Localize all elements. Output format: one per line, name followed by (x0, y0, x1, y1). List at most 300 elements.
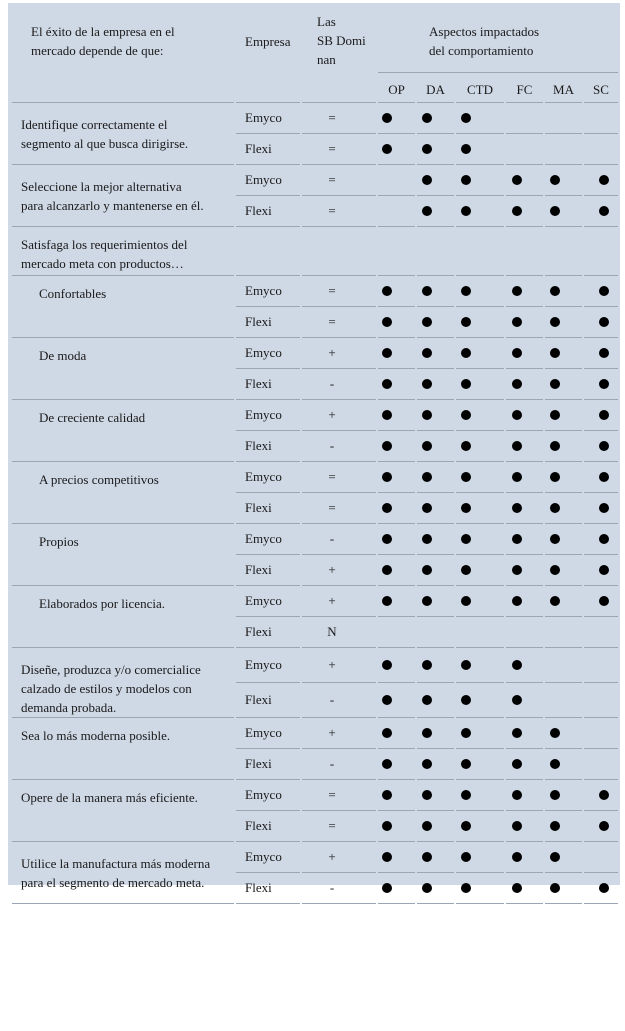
table-rule (456, 195, 504, 196)
table-rule (236, 337, 300, 338)
group-label: Identifique correctamente el (21, 117, 168, 132)
company-name: Flexi (245, 756, 272, 771)
table-rule (545, 102, 582, 103)
table-rule (417, 368, 454, 369)
group-label: De moda (39, 348, 87, 363)
sb-value: - (329, 438, 335, 453)
table-rule (545, 226, 582, 227)
impact-dot-ctd (461, 883, 471, 893)
table-rule (417, 748, 454, 749)
table-rule (302, 102, 376, 103)
table-rule (378, 399, 415, 400)
impact-dot-ctd (461, 695, 471, 705)
table-rule (378, 306, 415, 307)
table-rule (417, 682, 454, 683)
table-rule (302, 872, 376, 873)
impact-dot-ma (550, 317, 560, 327)
table-rule (236, 717, 300, 718)
table-rule (417, 779, 454, 780)
table-rule (584, 616, 618, 617)
impact-dot-op (382, 728, 392, 738)
table-rule (236, 102, 300, 103)
impact-dot-sc (599, 348, 609, 358)
impact-dot-op (382, 596, 392, 606)
table-rule (456, 164, 504, 165)
table-rule (545, 133, 582, 134)
impact-dot-ma (550, 534, 560, 544)
impact-dot-fc (512, 175, 522, 185)
table-rule (378, 492, 415, 493)
table-rule (545, 585, 582, 586)
table-rule (584, 102, 618, 103)
table-rule (378, 585, 415, 586)
group-label: segmento al que busca dirigirse. (21, 136, 189, 151)
impact-dot-da (422, 534, 432, 544)
table-rule (236, 430, 300, 431)
impact-dot-sc (599, 596, 609, 606)
impact-dot-ctd (461, 728, 471, 738)
table-rule (236, 461, 300, 462)
table-rule (236, 810, 300, 811)
table-rule (302, 195, 376, 196)
sb-value: - (329, 756, 335, 771)
table-rule (302, 306, 376, 307)
table-rule (378, 164, 415, 165)
impact-dot-op (382, 113, 392, 123)
company-name: Flexi (245, 624, 272, 639)
table-rule (378, 682, 415, 683)
group-label: Opere de la manera más eficiente. (21, 790, 198, 805)
table-rule (12, 841, 234, 842)
impact-dot-sc (599, 410, 609, 420)
impact-dot-da (422, 660, 432, 670)
impact-dot-ma (550, 410, 560, 420)
table-rule (506, 492, 543, 493)
table-rule (417, 102, 454, 103)
table-rule (302, 492, 376, 493)
impact-dot-fc (512, 286, 522, 296)
impact-dot-fc (512, 821, 522, 831)
table-rule (545, 841, 582, 842)
table-rule (506, 554, 543, 555)
table-rule (417, 275, 454, 276)
table-rule (545, 399, 582, 400)
table-rule (545, 554, 582, 555)
table-rule (12, 337, 234, 338)
header-sb-line3: nan (317, 52, 336, 67)
impact-dot-ctd (461, 596, 471, 606)
table-rule (545, 903, 582, 904)
table-rule (584, 647, 618, 648)
table-rule (506, 399, 543, 400)
group-label: Utilice la manufactura más moderna (21, 856, 211, 871)
table-rule (12, 585, 234, 586)
table-rule (378, 368, 415, 369)
table-rule (12, 275, 234, 276)
sb-value: = (328, 110, 336, 125)
sb-value: = (328, 172, 336, 187)
sb-value: + (328, 725, 336, 740)
impact-dot-op (382, 144, 392, 154)
table-rule (417, 306, 454, 307)
table-rule (236, 523, 300, 524)
impact-dot-op (382, 348, 392, 358)
impact-dot-sc (599, 790, 609, 800)
impact-dot-ma (550, 472, 560, 482)
table-rule (302, 554, 376, 555)
header-aspects-line2: del comportamiento (429, 43, 534, 58)
table-rule (417, 616, 454, 617)
sb-value: = (328, 283, 336, 298)
table-rule (12, 164, 234, 165)
table-rule (506, 748, 543, 749)
company-name: Emyco (245, 593, 282, 608)
table-rule (417, 164, 454, 165)
table-rule (545, 872, 582, 873)
table-rule (584, 810, 618, 811)
company-name: Emyco (245, 849, 282, 864)
company-name: Flexi (245, 880, 272, 895)
table-rule (12, 461, 234, 462)
sb-value: - (329, 376, 335, 391)
table-rule (545, 430, 582, 431)
table-rule (506, 133, 543, 134)
header-condition-line2: mercado depende de que: (31, 43, 164, 58)
table-rule (302, 523, 376, 524)
table-rule (378, 717, 415, 718)
table-rule (506, 102, 543, 103)
table-rule (506, 523, 543, 524)
table-rule (506, 275, 543, 276)
impact-dot-da (422, 441, 432, 451)
table-rule (236, 226, 300, 227)
impact-dot-ma (550, 790, 560, 800)
table-rule (545, 810, 582, 811)
impact-dot-ma (550, 728, 560, 738)
impact-dot-ma (550, 503, 560, 513)
table-rule (12, 717, 234, 718)
table-rule (584, 779, 618, 780)
table-rule (378, 872, 415, 873)
impact-dot-sc (599, 503, 609, 513)
table-rule (545, 337, 582, 338)
impact-dot-da (422, 410, 432, 420)
table-rule (456, 903, 504, 904)
impact-dot-op (382, 472, 392, 482)
table-rule (506, 616, 543, 617)
table-rule (545, 523, 582, 524)
company-name: Flexi (245, 562, 272, 577)
company-name: Emyco (245, 657, 282, 672)
table-rule (456, 841, 504, 842)
impact-dot-sc (599, 883, 609, 893)
table-rule (456, 492, 504, 493)
impact-dot-sc (599, 175, 609, 185)
group-label: Diseñe, produzca y/o comercialice (21, 662, 201, 677)
impact-dot-ctd (461, 379, 471, 389)
table-rule (302, 585, 376, 586)
impact-dot-op (382, 534, 392, 544)
table-rule (456, 647, 504, 648)
table-rule (12, 903, 234, 904)
table-rule (456, 779, 504, 780)
group-label: Confortables (39, 286, 107, 301)
impact-dot-fc (512, 441, 522, 451)
impact-dot-ma (550, 596, 560, 606)
group-label: para alcanzarlo y mantenerse en él. (21, 198, 204, 213)
group-label: Propios (39, 534, 79, 549)
header-col-da: DA (426, 82, 445, 97)
table-rule (417, 872, 454, 873)
table-rule (545, 748, 582, 749)
table-rule (545, 195, 582, 196)
table-rule (456, 337, 504, 338)
impact-dot-sc (599, 472, 609, 482)
table-rule (12, 226, 234, 227)
group-label: Satisfaga los requerimientos del (21, 237, 188, 252)
table-rule (456, 461, 504, 462)
table-rule (378, 461, 415, 462)
sb-value: - (329, 692, 335, 707)
table-rule (584, 226, 618, 227)
table-rule (417, 226, 454, 227)
header-col-ctd: CTD (467, 82, 493, 97)
table-rule (417, 903, 454, 904)
impact-dot-op (382, 695, 392, 705)
impact-dot-ma (550, 348, 560, 358)
table-rule (456, 616, 504, 617)
impact-dot-fc (512, 759, 522, 769)
table-rule (584, 841, 618, 842)
header-col-sc: SC (593, 82, 609, 97)
impact-dot-ma (550, 286, 560, 296)
table-rule (302, 337, 376, 338)
table-rule (378, 102, 415, 103)
impact-dot-fc (512, 534, 522, 544)
table-rule (456, 368, 504, 369)
impact-dot-sc (599, 286, 609, 296)
table-rule (302, 682, 376, 683)
table-rule (12, 399, 234, 400)
table-rule (506, 337, 543, 338)
table-rule (506, 841, 543, 842)
table-rule (417, 554, 454, 555)
impact-dot-fc (512, 503, 522, 513)
impact-dot-sc (599, 317, 609, 327)
table-rule (302, 368, 376, 369)
impact-dot-ma (550, 441, 560, 451)
impact-dot-sc (599, 379, 609, 389)
impact-dot-ctd (461, 144, 471, 154)
impact-dot-ctd (461, 852, 471, 862)
company-name: Emyco (245, 345, 282, 360)
table-rule (506, 810, 543, 811)
impact-dot-ma (550, 852, 560, 862)
impact-dot-op (382, 441, 392, 451)
group-label: A precios competitivos (39, 472, 159, 487)
table-rule (456, 810, 504, 811)
impact-dot-da (422, 206, 432, 216)
impact-dot-op (382, 852, 392, 862)
company-name: Emyco (245, 283, 282, 298)
table-rule (302, 461, 376, 462)
table-rule (584, 306, 618, 307)
table-rule (378, 226, 415, 227)
table-rule (236, 903, 300, 904)
impact-dot-op (382, 565, 392, 575)
sb-value: + (328, 345, 336, 360)
impact-dot-op (382, 410, 392, 420)
impact-dot-fc (512, 596, 522, 606)
table-rule (302, 748, 376, 749)
impact-dot-ma (550, 883, 560, 893)
table-rule (506, 585, 543, 586)
table-rule (456, 226, 504, 227)
impact-dot-da (422, 379, 432, 389)
impact-dot-da (422, 565, 432, 575)
sb-value: = (328, 141, 336, 156)
table-rule (302, 779, 376, 780)
impact-dot-da (422, 472, 432, 482)
table-rule (545, 647, 582, 648)
group-label: demanda probada. (21, 700, 117, 715)
sb-value: = (328, 203, 336, 218)
header-col-ma: MA (553, 82, 574, 97)
table-rule (302, 841, 376, 842)
group-label: Elaborados por licencia. (39, 596, 165, 611)
table-rule (236, 585, 300, 586)
impact-dot-fc (512, 695, 522, 705)
impact-dot-ma (550, 206, 560, 216)
table-rule (417, 810, 454, 811)
sb-value: = (328, 469, 336, 484)
group-label: Seleccione la mejor alternativa (21, 179, 182, 194)
table-rule (506, 682, 543, 683)
table-rule (506, 195, 543, 196)
table-rule (584, 133, 618, 134)
impact-dot-fc (512, 317, 522, 327)
company-name: Emyco (245, 110, 282, 125)
impact-dot-da (422, 503, 432, 513)
table-rule (302, 430, 376, 431)
table-rule (545, 717, 582, 718)
impact-dot-da (422, 852, 432, 862)
table-rule (378, 554, 415, 555)
table-rule (236, 616, 300, 617)
company-name: Flexi (245, 203, 272, 218)
table-rule (545, 275, 582, 276)
impact-dot-da (422, 695, 432, 705)
table-rule (236, 554, 300, 555)
impact-dot-da (422, 144, 432, 154)
impact-dot-ctd (461, 821, 471, 831)
table-rule (456, 872, 504, 873)
table-rule (545, 492, 582, 493)
sb-value: = (328, 818, 336, 833)
table-rule (545, 461, 582, 462)
table-rule (506, 461, 543, 462)
impact-dot-ma (550, 175, 560, 185)
table-rule (302, 717, 376, 718)
table-rule (584, 164, 618, 165)
table-rule (236, 872, 300, 873)
table-rule (584, 368, 618, 369)
impact-dot-ctd (461, 317, 471, 327)
impact-dot-sc (599, 534, 609, 544)
table-rule (302, 399, 376, 400)
table-rule (456, 523, 504, 524)
table-rule (456, 748, 504, 749)
table-rule (417, 585, 454, 586)
table-rule (378, 616, 415, 617)
table-rule (417, 717, 454, 718)
company-name: Emyco (245, 469, 282, 484)
table-rule (584, 430, 618, 431)
table-rule (378, 133, 415, 134)
impact-dot-sc (599, 441, 609, 451)
impact-dot-da (422, 317, 432, 327)
table-rule (378, 903, 415, 904)
impact-dot-ctd (461, 206, 471, 216)
impact-dot-fc (512, 206, 522, 216)
impact-dot-ctd (461, 113, 471, 123)
table-rule (584, 717, 618, 718)
table-rule (506, 368, 543, 369)
impact-dot-fc (512, 790, 522, 800)
table-rule (417, 841, 454, 842)
table-rule (236, 306, 300, 307)
impact-dot-fc (512, 852, 522, 862)
table-rule (378, 748, 415, 749)
table-rule (236, 779, 300, 780)
table-rule (417, 195, 454, 196)
header-sb-line2: SB Domi (317, 33, 366, 48)
table-rule (506, 872, 543, 873)
table-rule (378, 195, 415, 196)
table-rule (545, 306, 582, 307)
impact-dot-da (422, 113, 432, 123)
table-rule (302, 164, 376, 165)
table-rule (584, 585, 618, 586)
impact-dot-ctd (461, 410, 471, 420)
table-rule (506, 717, 543, 718)
table-rule (584, 492, 618, 493)
table-rule (236, 682, 300, 683)
impact-dot-da (422, 728, 432, 738)
group-label: para el segmento de mercado meta. (21, 875, 205, 890)
table-rule (506, 306, 543, 307)
table-rule (545, 616, 582, 617)
impact-dot-fc (512, 379, 522, 389)
impact-dot-ma (550, 821, 560, 831)
sb-value: + (328, 562, 336, 577)
table-rule (236, 748, 300, 749)
table-rule (506, 647, 543, 648)
impact-dot-da (422, 596, 432, 606)
table-rule (456, 275, 504, 276)
table-rule (236, 492, 300, 493)
header-empresa: Empresa (245, 34, 291, 49)
impact-dot-ctd (461, 348, 471, 358)
company-name: Emyco (245, 407, 282, 422)
table-rule (584, 195, 618, 196)
table-rule (302, 226, 376, 227)
table-rule (506, 164, 543, 165)
impact-dot-ctd (461, 534, 471, 544)
table-rule (456, 399, 504, 400)
table-rule (236, 133, 300, 134)
company-name: Emyco (245, 725, 282, 740)
